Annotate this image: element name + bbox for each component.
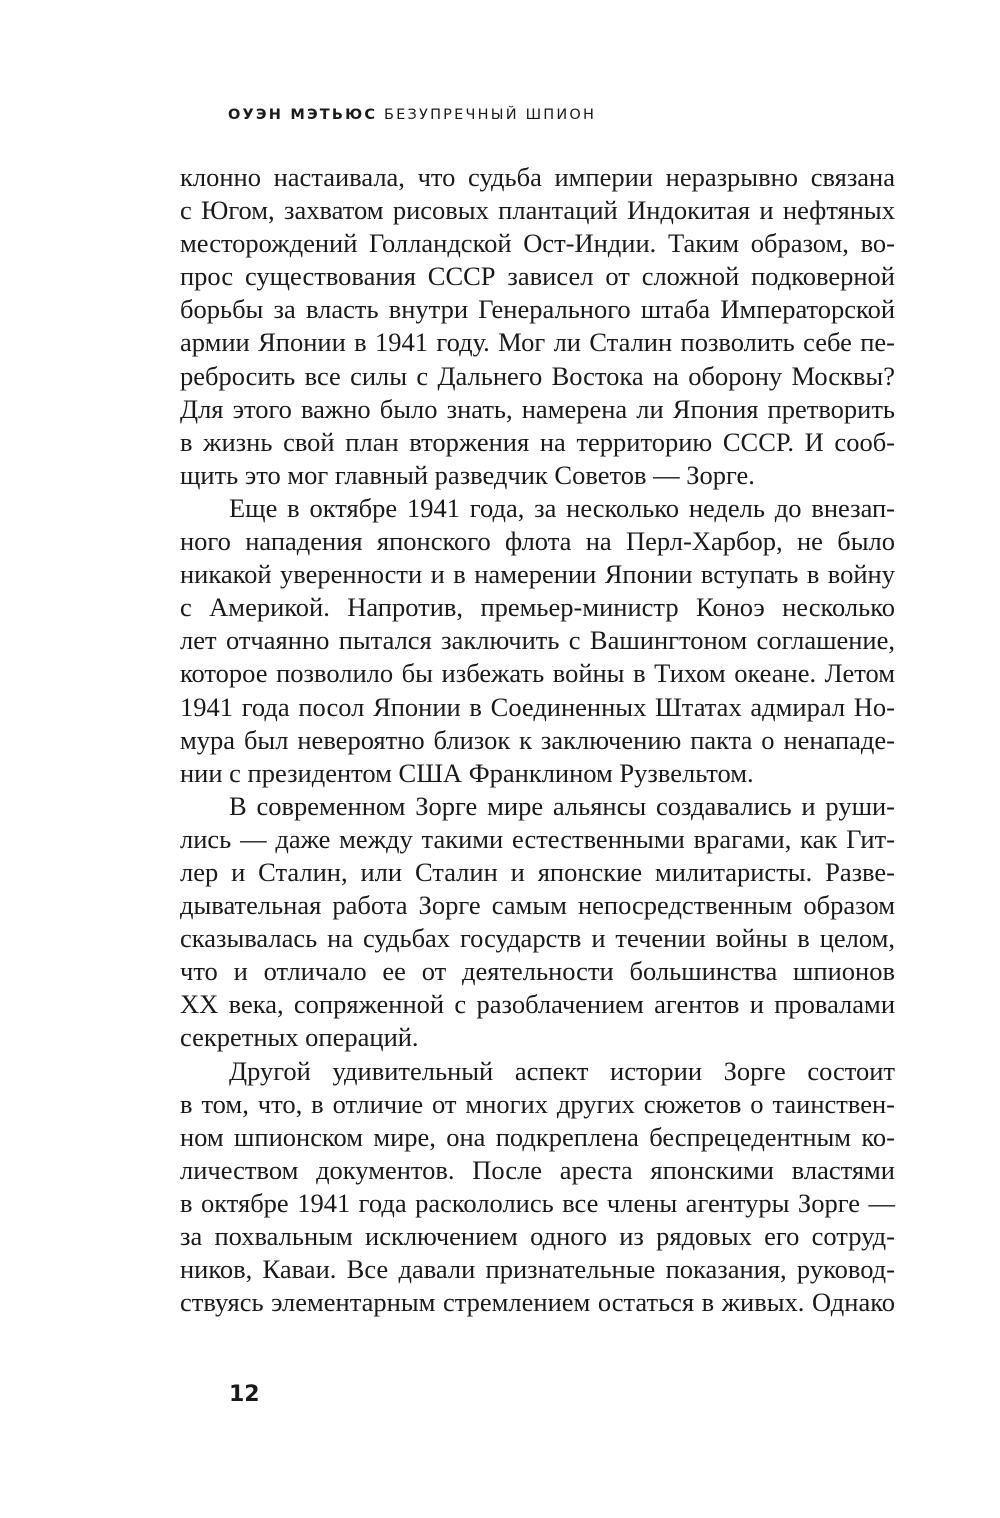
text-line: прос существования СССР зависел от сложной подковерной	[180, 261, 895, 292]
text-line: ребросить все силы с Дальнего Востока на оборону Москвы?	[180, 360, 895, 391]
text-line: с Югом, захватом рисовых плантаций Индокитая и нефтяных	[180, 195, 895, 226]
text-line: 1941 года посол Японии в Соединенных Штатах адмирал Но-	[180, 691, 895, 722]
body-text	[180, 161, 895, 1319]
text-line: лер и Сталин, или Сталин и японские милитаристы. Разве-	[180, 856, 895, 887]
text-line: ном шпионском мире, она подкреплена беспрецедентным ко-	[180, 1121, 895, 1152]
paragraph	[180, 790, 895, 1055]
text-line: сказывалась на судьбах государств и течении войны в целом,	[180, 923, 895, 954]
text-line: лет отчаянно пытался заключить с Вашингтоном соглашение,	[180, 625, 895, 656]
text-line: ного нападения японского флота на Перл-Харбор, не было	[180, 526, 895, 557]
text-line: мура был невероятно близок к заключению пакта о ненападе-	[180, 724, 895, 755]
text-line: В современном Зорге мире альянсы создавались и руши-	[229, 790, 895, 821]
text-line: секретных операций.	[180, 1022, 419, 1053]
text-line: дывательная работа Зорге самым непосредственным образом	[180, 890, 895, 921]
text-line: XX века, сопряженной с разоблачением агентов и провалами	[180, 989, 895, 1020]
running-header	[228, 107, 596, 123]
paragraph	[180, 1055, 895, 1320]
text-line: личеством документов. После ареста японскими властями	[180, 1154, 895, 1185]
text-line: лись — даже между такими естественными врагами, как Гит-	[180, 823, 895, 854]
text-line: в жизнь свой план вторжения на территорию СССР. И сооб-	[180, 426, 895, 457]
text-line: никакой уверенности и в намерении Японии вступать в войну	[180, 559, 895, 590]
text-line: месторождений Голландской Ост-Индии. Таким образом, во-	[180, 228, 895, 259]
text-line: армии Японии в 1941 году. Мог ли Сталин позволить себе пе-	[180, 327, 895, 358]
text-line: нии с президентом США Франклином Рузвельтом.	[180, 757, 754, 788]
text-line: в октябре 1941 года раскололись все члены агентуры Зорге —	[180, 1187, 895, 1218]
text-line: борьбы за власть внутри Генерального штаба Императорской	[180, 294, 895, 325]
header-title: БЕЗУПРЕЧНЫЙ ШПИОН	[384, 107, 597, 123]
text-line: Другой удивительный аспект истории Зорге состоит	[229, 1055, 895, 1086]
text-line: в том, что, в отличие от многих других сюжетов о таинствен-	[180, 1088, 895, 1119]
text-line: клонно настаивала, что судьба империи неразрывно связана	[180, 162, 895, 192]
text-line: что и отличало ее от деятельности большинства шпионов	[180, 956, 895, 987]
paragraph	[180, 492, 895, 790]
text-line: за похвальным исключением одного из рядовых его сотруд-	[180, 1221, 895, 1251]
text-line: Еще в октябре 1941 года, за несколько недель до внезап-	[229, 492, 895, 523]
text-line: щить это мог главный разведчик Советов — Зорге.	[180, 459, 755, 490]
header-author: ОУЭН МЭТЬЮС	[228, 107, 378, 123]
text-line: Для этого важно было знать, намерена ли Япония претворить	[180, 393, 895, 424]
text-line: ников, Каваи. Все давали признательные показания, руковод-	[180, 1254, 895, 1285]
text-line: с Америкой. Напротив, премьер-министр Коноэ несколько	[180, 592, 895, 623]
paragraph	[180, 161, 895, 492]
text-line: ствуясь элементарным стремлением остаться в живых. Однако	[180, 1287, 895, 1318]
page-number: 12	[229, 1382, 260, 1407]
text-line: которое позволило бы избежать войны в Тихом океане. Летом	[180, 658, 895, 689]
